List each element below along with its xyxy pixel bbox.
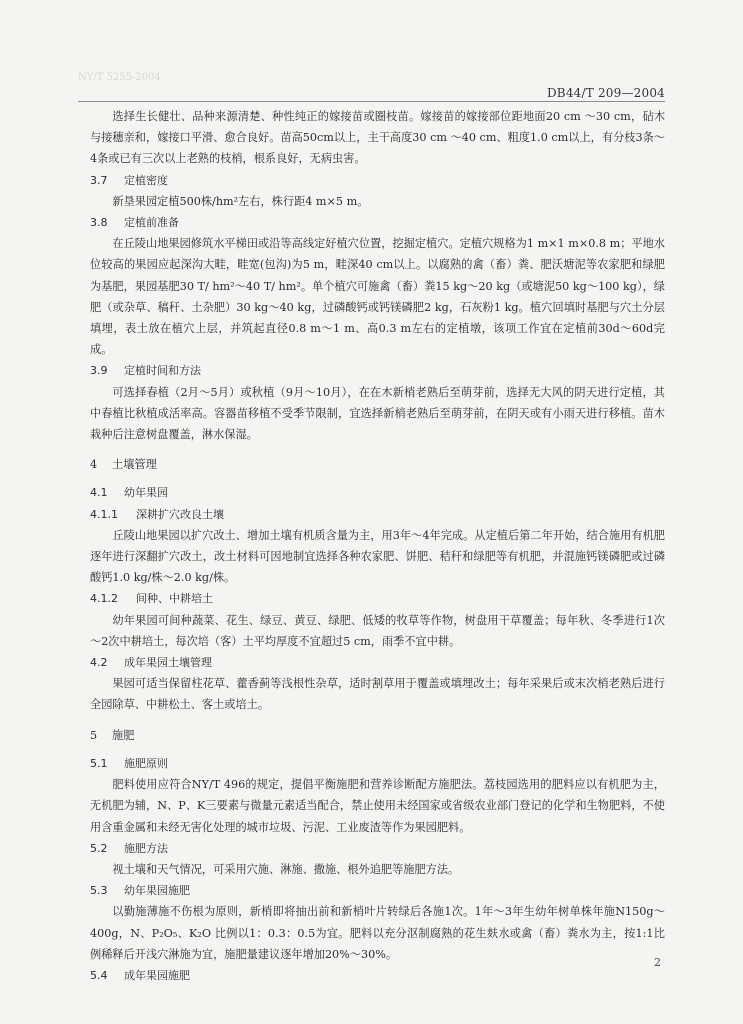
section-number: 4	[90, 458, 98, 472]
heading-5	[90, 725, 665, 746]
heading-5-1	[90, 753, 665, 774]
para-seedling-selection: 选择生长健壮、品种来源清楚、种性纯正的嫁接苗或圈枝苗。嫁接苗的嫁接部位距地面20 cm ～30 cm，砧木与接穗亲和，嫁接口平滑、愈合良好。苗高50cm以上，主干高度30 cm ～40 cm、粗度1.0 cm以上，有分枝3条～4条或已有三次以上老熟的枝梢，根系良好，无病虫害。	[90, 110, 666, 166]
para-deep-tillage: 丘陵山地果园以扩穴改土、增加土壤有机质含量为主，用3年～4年完成。从定植后第二年开始，结合施用有机肥逐年进行深翻扩穴改土，改土材料可因地制宜选择各种农家肥、饼肥、秸秆和绿肥等有机肥，并混施钙镁磷肥或过磷酸钙1.0 kg/株～2.0 kg/株。	[90, 528, 665, 585]
section-number: 3.8	[90, 216, 108, 230]
section-number: 5.4	[90, 968, 108, 982]
para-planting-time: 可选择春植（2月～5月）或秋植（9月～10月），在在木新梢老熟后至萌芽前，选择无大风的阴天进行定植，其中春植比秋植成活率高。容器苗移植不受季节限制，宜选择新梢老熟后至萌芽前，在阴天或有小雨天进行移植。苗木栽种后注意树盘覆盖，淋水保湿。	[90, 385, 665, 442]
section-title: 间种、中耕培土	[136, 592, 213, 606]
section-title: 幼年果园施肥	[124, 884, 190, 898]
header-divider	[78, 101, 665, 102]
heading-3-7	[90, 170, 665, 191]
para-planting-density: 新垦果园定植500株/hm²左右，株行距4 m×5 m。	[112, 194, 369, 208]
section-title: 幼年果园	[124, 486, 168, 500]
heading-4-1	[90, 482, 665, 503]
section-number: 4.1.1	[90, 507, 118, 521]
section-title: 施肥原则	[124, 756, 168, 770]
section-number: 5.3	[90, 884, 108, 898]
section-number: 3.9	[90, 364, 108, 378]
section-title: 施肥方法	[124, 841, 168, 855]
heading-4-1-1	[90, 504, 665, 525]
section-title: 土壤管理	[112, 458, 157, 472]
para-mature-soil: 果园可适当保留柱花草、藿香蓟等浅根性杂草，适时割草用于覆盖或填埋改土；每年采果后或末次梢老熟后进行全园除草、中耕松土、客土或培土。	[90, 677, 665, 712]
document-body	[90, 106, 665, 986]
page-number: 2	[654, 956, 661, 969]
section-title: 定植密度	[124, 173, 168, 187]
heading-4-1-2	[90, 588, 665, 609]
section-title: 定植前准备	[124, 216, 179, 230]
section-number: 5.1	[90, 756, 108, 770]
heading-3-8	[90, 212, 665, 233]
heading-5-2	[90, 838, 665, 859]
heading-3-9	[90, 360, 665, 381]
section-number: 4.2	[90, 656, 108, 670]
heading-4-2	[90, 652, 665, 673]
section-number: 4.1	[90, 486, 108, 500]
section-number: 4.1.2	[90, 592, 118, 606]
heading-4	[90, 454, 665, 475]
section-title: 施肥	[112, 728, 135, 742]
section-title: 成年果园土壤管理	[124, 656, 212, 670]
document-standard-code: DB44/T 209—2004	[546, 86, 665, 100]
para-pre-planting: 在丘陵山地果园修筑水平梯田或沿等高线定好植穴位置，挖掘定植穴。定植穴规格为1 m×1 m×0.8 m；平地水位较高的果园应起深沟大畦，畦宽(包沟)为5 m，畦深40 cm以上。以腐熟的禽（畜）粪、肥沃塘泥等农家肥和绿肥为基肥，果园基肥30 T/ hm²～40 T/ hm²。单个植穴可施禽（畜）粪15 kg～20 kg（或塘泥50 kg～100 kg），绿肥（或杂草、稿秆、土杂肥）30 kg～40 kg，过磷酸钙或钙镁磷肥2 kg，石灰粉1 kg。植穴回填时基肥与穴土分层填埋，表土放在植穴上层，并筑起直径0.8 m～1 m、高0.3 m左右的定植墩，该项工作宜在定植前30d～60d完成。	[90, 237, 665, 357]
section-title: 成年果园施肥	[124, 968, 190, 982]
faint-bleedthrough-code: NY/T 5255-2004	[78, 72, 161, 83]
para-fert-methods: 视土壤和天气情况，可采用穴施、淋施、撒施、根外追肥等施肥方法。	[112, 862, 460, 876]
section-title: 定植时间和方法	[124, 364, 201, 378]
section-number: 3.7	[90, 173, 108, 187]
heading-5-4	[90, 965, 665, 986]
para-fert-principles: 肥料使用应符合NY/T 496的规定，提倡平衡施肥和营养诊断配方施肥法。荔枝园选用的肥料应以有机肥为主，无机肥为辅，N、P、K三要素与微量元素适当配合，禁止使用未经国家或省级农业部门登记的化学和生物肥料，不使用含重金属和未经无害化处理的城市垃圾、污泥、工业废渣等作为果园肥料。	[90, 778, 665, 834]
section-number: 5	[90, 728, 98, 742]
heading-5-3	[90, 880, 665, 901]
para-intercropping: 幼年果园可间种蔬菜、花生、绿豆、黄豆、绿肥、低矮的牧草等作物，树盘用干草覆盖；每年秋、冬季进行1次～2次中耕培土，每次培（客）土平均厚度不宜超过5 cm，雨季不宜中耕。	[90, 613, 665, 648]
para-young-fert: 以勤施薄施不伤根为原则，新梢即将抽出前和新梢叶片转绿后各施1次。1年～3年生幼年树单株年施N150g～400g，N、P₂O₅、K₂O 比例以1：0.3：0.5为宜。肥料以充分沤制腐熟的花生麸水或禽（畜）粪水为主，按1:1比例稀释后开浅穴淋施为宜，施肥量建议逐年增加20%～30%。	[90, 905, 665, 961]
section-title: 深耕扩穴改良土壤	[136, 507, 224, 521]
section-number: 5.2	[90, 841, 108, 855]
